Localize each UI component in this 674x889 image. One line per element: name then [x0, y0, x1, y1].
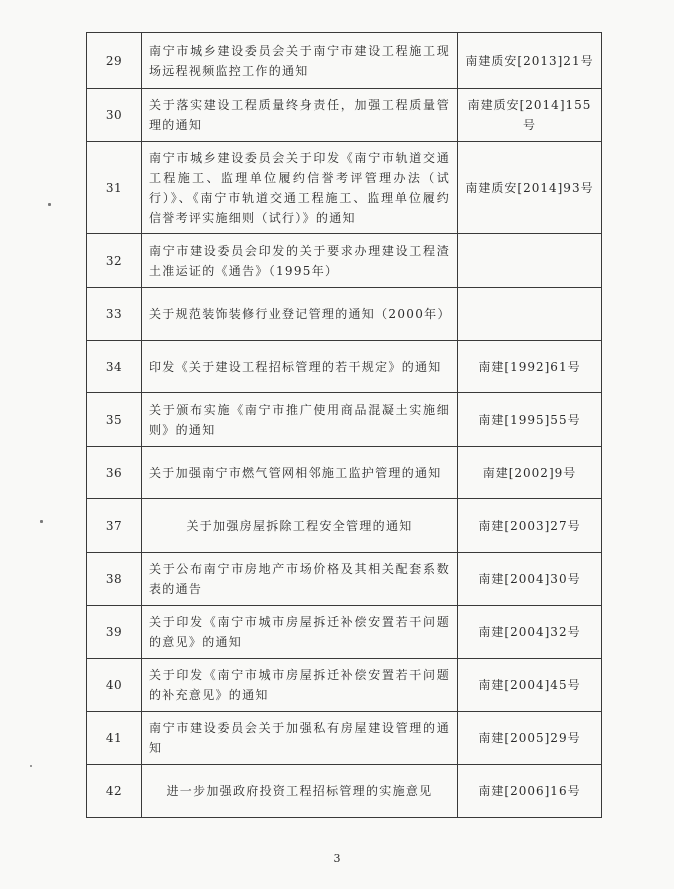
- row-doc-number: [458, 288, 602, 341]
- scan-speck: [48, 203, 51, 206]
- row-doc-number: 南建[1995]55号: [458, 393, 602, 447]
- scan-speck: [40, 520, 43, 523]
- table-row: [87, 341, 602, 393]
- row-doc-number: 南建[2004]30号: [458, 553, 602, 606]
- row-number: 40: [87, 659, 142, 712]
- table-row: [87, 288, 602, 341]
- row-number: 35: [87, 393, 142, 447]
- row-doc-number: 南建[2005]29号: [458, 712, 602, 765]
- row-title: 关于印发《南宁市城市房屋拆迁补偿安置若干问题的意见》的通知: [142, 606, 458, 659]
- row-number: 42: [87, 765, 142, 818]
- scan-speck: [30, 765, 32, 767]
- row-title: 关于落实建设工程质量终身责任，加强工程质量管理的通知: [142, 89, 458, 142]
- table-row: [87, 234, 602, 288]
- row-doc-number: [458, 234, 602, 288]
- row-doc-number: 南建质安[2014]93号: [458, 142, 602, 234]
- row-title: 关于颁布实施《南宁市推广使用商品混凝土实施细则》的通知: [142, 393, 458, 447]
- page-number: 3: [333, 852, 341, 865]
- row-title: 关于公布南宁市房地产市场价格及其相关配套系数表的通告: [142, 553, 458, 606]
- row-number: 39: [87, 606, 142, 659]
- row-title: 关于加强南宁市燃气管网相邻施工监护管理的通知: [142, 447, 458, 499]
- table-row: [87, 499, 602, 553]
- row-number: 29: [87, 33, 142, 89]
- row-doc-number: 南建质安[2013]21号: [458, 33, 602, 89]
- row-title: 进一步加强政府投资工程招标管理的实施意见: [142, 765, 458, 818]
- table-row: [87, 89, 602, 142]
- row-number: 31: [87, 142, 142, 234]
- row-title: 印发《关于建设工程招标管理的若干规定》的通知: [142, 341, 458, 393]
- row-doc-number: 南建[2002]9号: [458, 447, 602, 499]
- row-doc-number: 南建[2003]27号: [458, 499, 602, 553]
- row-title: 关于规范装饰装修行业登记管理的通知（2000年）: [142, 288, 458, 341]
- row-doc-number: 南建[2004]45号: [458, 659, 602, 712]
- row-title: 南宁市建设委员会印发的关于要求办理建设工程渣土准运证的《通告》（1995年）: [142, 234, 458, 288]
- row-title: 关于加强房屋拆除工程安全管理的通知: [142, 499, 458, 553]
- row-number: 34: [87, 341, 142, 393]
- row-number: 41: [87, 712, 142, 765]
- table-row: [87, 393, 602, 447]
- table-row: [87, 142, 602, 234]
- row-number: 37: [87, 499, 142, 553]
- table-row: [87, 33, 602, 89]
- row-number: 30: [87, 89, 142, 142]
- row-number: 32: [87, 234, 142, 288]
- row-number: 36: [87, 447, 142, 499]
- table-row: [87, 659, 602, 712]
- row-title: 关于印发《南宁市城市房屋拆迁补偿安置若干问题的补充意见》的通知: [142, 659, 458, 712]
- row-title: 南宁市城乡建设委员会关于南宁市建设工程施工现场远程视频监控工作的通知: [142, 33, 458, 89]
- table-row: [87, 712, 602, 765]
- row-doc-number: 南建质安[2014]155号: [458, 89, 602, 142]
- row-doc-number: 南建[1992]61号: [458, 341, 602, 393]
- regulations-table: [86, 32, 602, 818]
- row-doc-number: 南建[2004]32号: [458, 606, 602, 659]
- row-number: 33: [87, 288, 142, 341]
- row-title: 南宁市城乡建设委员会关于印发《南宁市轨道交通工程施工、监理单位履约信誉考评管理办法（试行）》、《南宁市轨道交通工程施工、监理单位履约信誉考评实施细则（试行）》的通知: [142, 142, 458, 234]
- table-row: [87, 606, 602, 659]
- table-row: [87, 553, 602, 606]
- table-row: [87, 447, 602, 499]
- row-number: 38: [87, 553, 142, 606]
- table-row: [87, 765, 602, 818]
- row-doc-number: 南建[2006]16号: [458, 765, 602, 818]
- row-title: 南宁市建设委员会关于加强私有房屋建设管理的通知: [142, 712, 458, 765]
